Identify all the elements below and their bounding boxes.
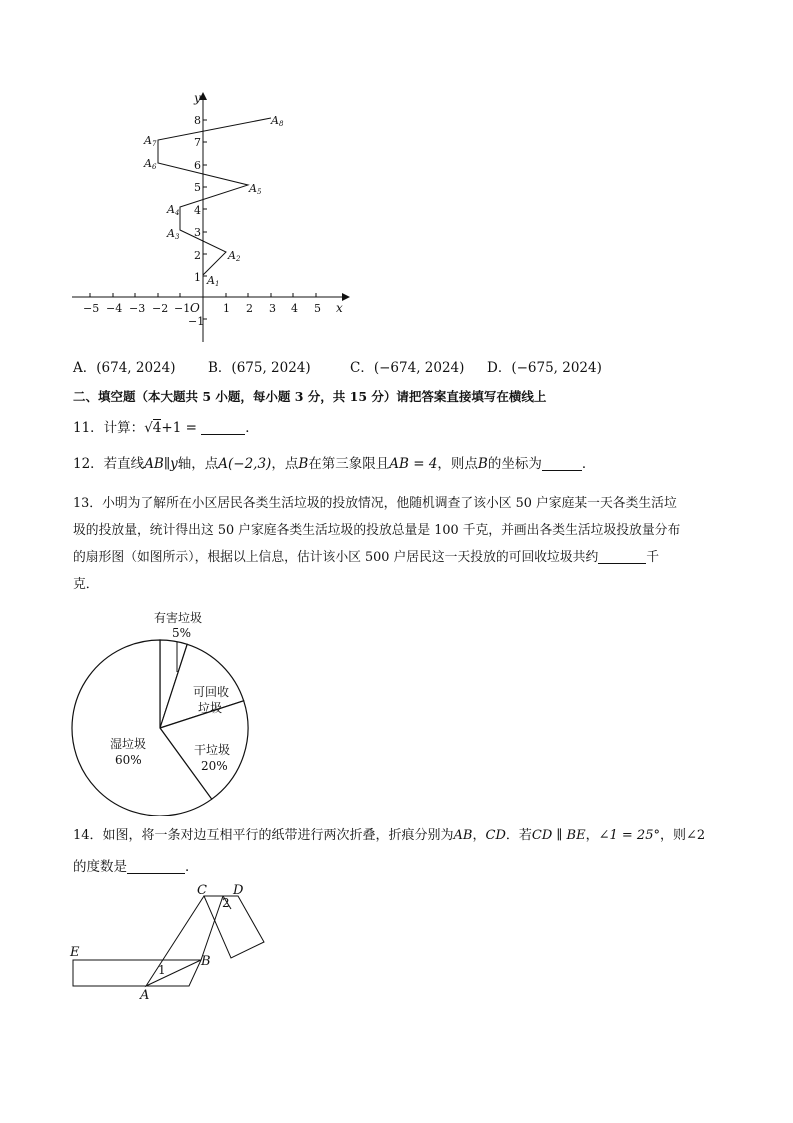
q14-end: ． (185, 859, 199, 875)
x-axis-label: x (336, 301, 343, 315)
point-label-a8: A8 (271, 114, 284, 128)
q13-line-4: 克． (73, 577, 99, 592)
q12-y: y (170, 456, 178, 472)
q12-equation: AB = 4 (389, 456, 438, 472)
pie-label-recyclable-2: 垃圾 (198, 701, 223, 715)
pie-chart (60, 606, 290, 816)
option-value: (−674, 2024) (373, 360, 465, 376)
point-label-a3: A3 (167, 227, 180, 241)
q12-text: ，点 (271, 456, 299, 472)
y-ticks (188, 114, 204, 328)
q12-parallel: ∥ (163, 456, 171, 472)
q10-option-a (73, 356, 176, 376)
y-tick: −1 (188, 315, 205, 328)
q12-text: ，则点 (437, 456, 478, 472)
y-tick: 2 (194, 249, 201, 262)
q11-suffix: +1 = (161, 420, 197, 436)
option-letter: C． (350, 360, 374, 376)
y-tick: 4 (194, 204, 201, 217)
coordinate-graph (60, 88, 360, 348)
option-letter: A． (73, 360, 97, 376)
q12-answer-blank[interactable] (542, 456, 582, 471)
q12-point-b: B (298, 456, 309, 472)
x-tick: 3 (269, 302, 276, 315)
x-tick: 2 (246, 302, 253, 315)
sqrt-symbol: √4 (144, 420, 162, 436)
q11-answer-blank[interactable] (201, 420, 245, 435)
q14-text: ， (472, 828, 486, 843)
q14-angle-1: ∠1 = 25° (598, 828, 660, 843)
y-tick: 1 (194, 271, 201, 284)
q14-text: ．若 (505, 828, 532, 843)
q12-text: 在第三象限且 (308, 456, 390, 472)
q12-text: 12．若直线 (73, 456, 145, 472)
x-tick: 5 (314, 302, 321, 315)
q11-radicand: 4 (152, 420, 162, 436)
q13-line-2: 圾的投放量，统计得出这 50 户家庭各类生活垃圾的投放总量是 100 千克，并画出各类生活垃圾投放量分布 (73, 523, 681, 538)
fig-angle-2: 2 (222, 896, 230, 910)
q13-answer-blank[interactable] (598, 549, 646, 564)
q14-text: 14．如图，将一条对边互相平行的纸带进行两次折叠，折痕分别为 (73, 828, 454, 843)
y-tick: 7 (194, 136, 201, 149)
question-14-line-1 (73, 826, 705, 845)
option-letter: D． (487, 360, 512, 376)
x-tick: −3 (129, 302, 146, 315)
q13-line-3 (73, 544, 723, 571)
pie-label-wet: 湿垃圾 (110, 737, 147, 751)
pie-label-harmful-pct: 5% (172, 626, 192, 640)
question-12 (73, 455, 595, 474)
zigzag-path (158, 118, 271, 275)
q14-text: 的度数是 (73, 859, 127, 875)
x-tick: 4 (291, 302, 298, 315)
fig-label-e: E (70, 945, 80, 960)
pie-label-dry: 干垃圾 (194, 743, 231, 757)
q10-option-d (487, 356, 602, 376)
fig-angle-1: 1 (158, 963, 166, 977)
q10-option-b (208, 356, 311, 376)
point-label-a4: A4 (167, 203, 180, 217)
point-label-a1: A1 (207, 274, 220, 288)
pie-label-dry-pct: 20% (201, 759, 228, 773)
point-label-a2: A2 (228, 249, 241, 263)
q11-end: ． (245, 420, 259, 436)
q14-text: ， (585, 828, 599, 843)
q12-text: 轴，点 (177, 456, 219, 472)
option-value: (675, 2024) (231, 360, 311, 376)
option-letter: B． (208, 360, 232, 376)
q13-line-3-text: 的扇形图（如图所示），根据以上信息，估计该小区 500 户居民这一天投放的可回收垃圾共约 (73, 550, 599, 565)
q14-text: ，则∠2 (659, 828, 706, 843)
x-tick: −5 (83, 302, 100, 315)
x-tick: −4 (106, 302, 123, 315)
pie-label-wet-pct: 60% (115, 753, 142, 767)
fig-label-c: C (197, 883, 207, 898)
folding-figure (66, 880, 276, 1005)
y-tick: 8 (194, 114, 201, 127)
q13-unit: 千 (646, 550, 660, 565)
y-axis-label: y (194, 91, 201, 105)
q14-parallel: CD ∥ BE (531, 828, 586, 843)
y-tick: 3 (194, 226, 201, 239)
x-ticks (83, 302, 321, 315)
point-label-a7: A7 (144, 134, 157, 148)
origin-label: O (190, 301, 200, 315)
pie-label-harmful: 有害垃圾 (154, 611, 203, 625)
q12-end: ． (581, 456, 596, 472)
q10-option-c (350, 356, 464, 376)
x-tick: 1 (223, 302, 230, 315)
q13-line-1: 13．小明为了解所在小区居民各类生活垃圾的投放情况，他随机调查了该小区 50 户家庭某一天各类生活垃 (73, 496, 677, 511)
option-value: (−675, 2024) (511, 360, 602, 376)
question-11 (73, 419, 259, 438)
q12-point-a: A(−2,3) (218, 456, 272, 472)
q14-crease-ab: AB (453, 828, 473, 843)
y-tick: 6 (194, 159, 201, 172)
point-label-a6: A6 (144, 157, 157, 171)
point-label-a5: A5 (249, 182, 262, 196)
fig-label-d: D (233, 883, 244, 898)
x-tick: −1 (174, 302, 191, 315)
q14-crease-cd: CD (485, 828, 506, 843)
y-tick: 5 (194, 181, 201, 194)
q12-point-b: B (477, 456, 488, 472)
q14-answer-blank[interactable] (127, 859, 185, 874)
q12-text: 的坐标为 (487, 456, 542, 472)
question-14-line-2 (73, 858, 199, 877)
strip-left (73, 960, 201, 986)
q12-line-ab: AB (144, 456, 164, 472)
pie-label-recyclable-1: 可回收 (193, 685, 230, 699)
fig-label-a: A (140, 988, 150, 1003)
x-tick: −2 (152, 302, 169, 315)
section-title: 二、填空题（本大题共 5 小题，每小题 3 分，共 15 分）请把答案直接填写在横线上 (73, 389, 547, 404)
option-value: (674, 2024) (96, 360, 176, 376)
fig-label-b: B (201, 954, 211, 969)
question-13 (73, 490, 723, 598)
x-axis-arrow (342, 293, 350, 301)
strip-folded-end (204, 896, 264, 958)
q11-prefix: 11．计算： (73, 420, 145, 436)
